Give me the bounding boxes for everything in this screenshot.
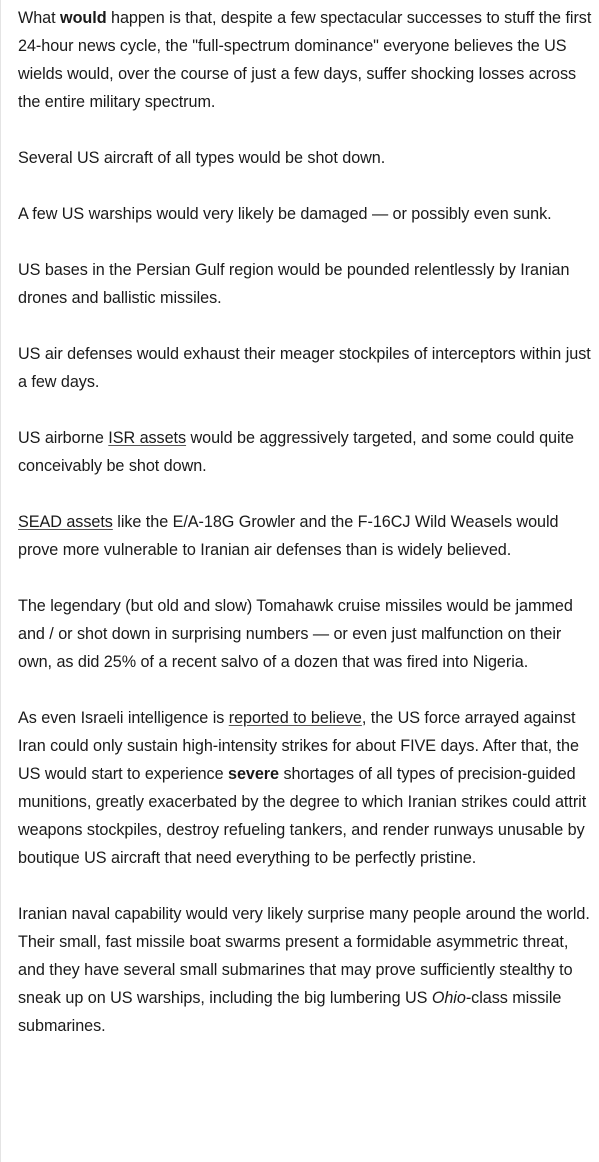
isr-assets-link[interactable]: ISR assets [108,429,187,447]
text: happen is that, despite a few spectacular successes to stuff the first 24-hour news cycle, the "full-spectrum dominance" everyone believes the US wields would, over the course of just a few days, suffer shocking losses across the entire military spectrum. [18,9,592,111]
text: Iranian naval capability would very likely surprise many people around the world. Their small, fast missile boat swarms present a formidable asymmetric threat, and they have several small submarines that may prove sufficiently stealthy to sneak up on US warships, including the big lumbering US [18,905,590,1007]
paragraph-sead [18,508,592,564]
emphasis-severe: severe [228,765,280,783]
reported-to-believe-link[interactable]: reported to believe [228,709,362,727]
text: , the US force arrayed against Iran could only sustain high-intensity strikes for about FIVE days. After that, the US would start to experience [18,709,579,783]
page-left-border [0,0,1,1162]
paragraph-full-spectrum [18,4,592,116]
text: like the E/A-18G Growler and the F-16CJ Wild Weasels would prove more vulnerable to Iranian air defenses than is widely believed. [18,513,559,559]
paragraph-israeli-intelligence [18,704,592,872]
text: would be aggressively targeted, and some could quite conceivably be shot down. [18,429,574,475]
paragraph-warships: A few US warships would very likely be damaged — or possibly even sunk. [18,205,552,223]
paragraph-bases: US bases in the Persian Gulf region would be pounded relentlessly by Iranian drones and ballistic missiles. [18,261,570,307]
paragraph-isr [18,424,592,480]
paragraph-naval [18,900,592,1040]
sead-assets-link[interactable]: SEAD assets [18,513,113,531]
text: -class missile submarines. [18,989,562,1035]
paragraph-aircraft: Several US aircraft of all types would be shot down. [18,149,386,167]
text: What [18,9,61,27]
paragraph-air-defenses: US air defenses would exhaust their meager stockpiles of interceptors within just a few days. [18,345,591,391]
article-body [18,4,592,1068]
text: shortages of all types of precision-guided munitions, greatly exacerbated by the degree to which Iranian strikes could attrit weapons stockpiles, destroy refueling tankers, and render runways unusable by boutique US aircraft that need everything to be perfectly pristine. [18,765,587,867]
emphasis-ohio: Ohio [431,989,466,1007]
text: As even Israeli intelligence is [18,709,229,727]
text: US airborne [18,429,109,447]
paragraph-tomahawk: The legendary (but old and slow) Tomahawk cruise missiles would be jammed and / or shot down in surprising numbers — or even just malfunction on their own, as did 25% of a recent salvo of a dozen that was fired into Nigeria. [18,597,573,671]
emphasis-would: would [60,9,107,27]
